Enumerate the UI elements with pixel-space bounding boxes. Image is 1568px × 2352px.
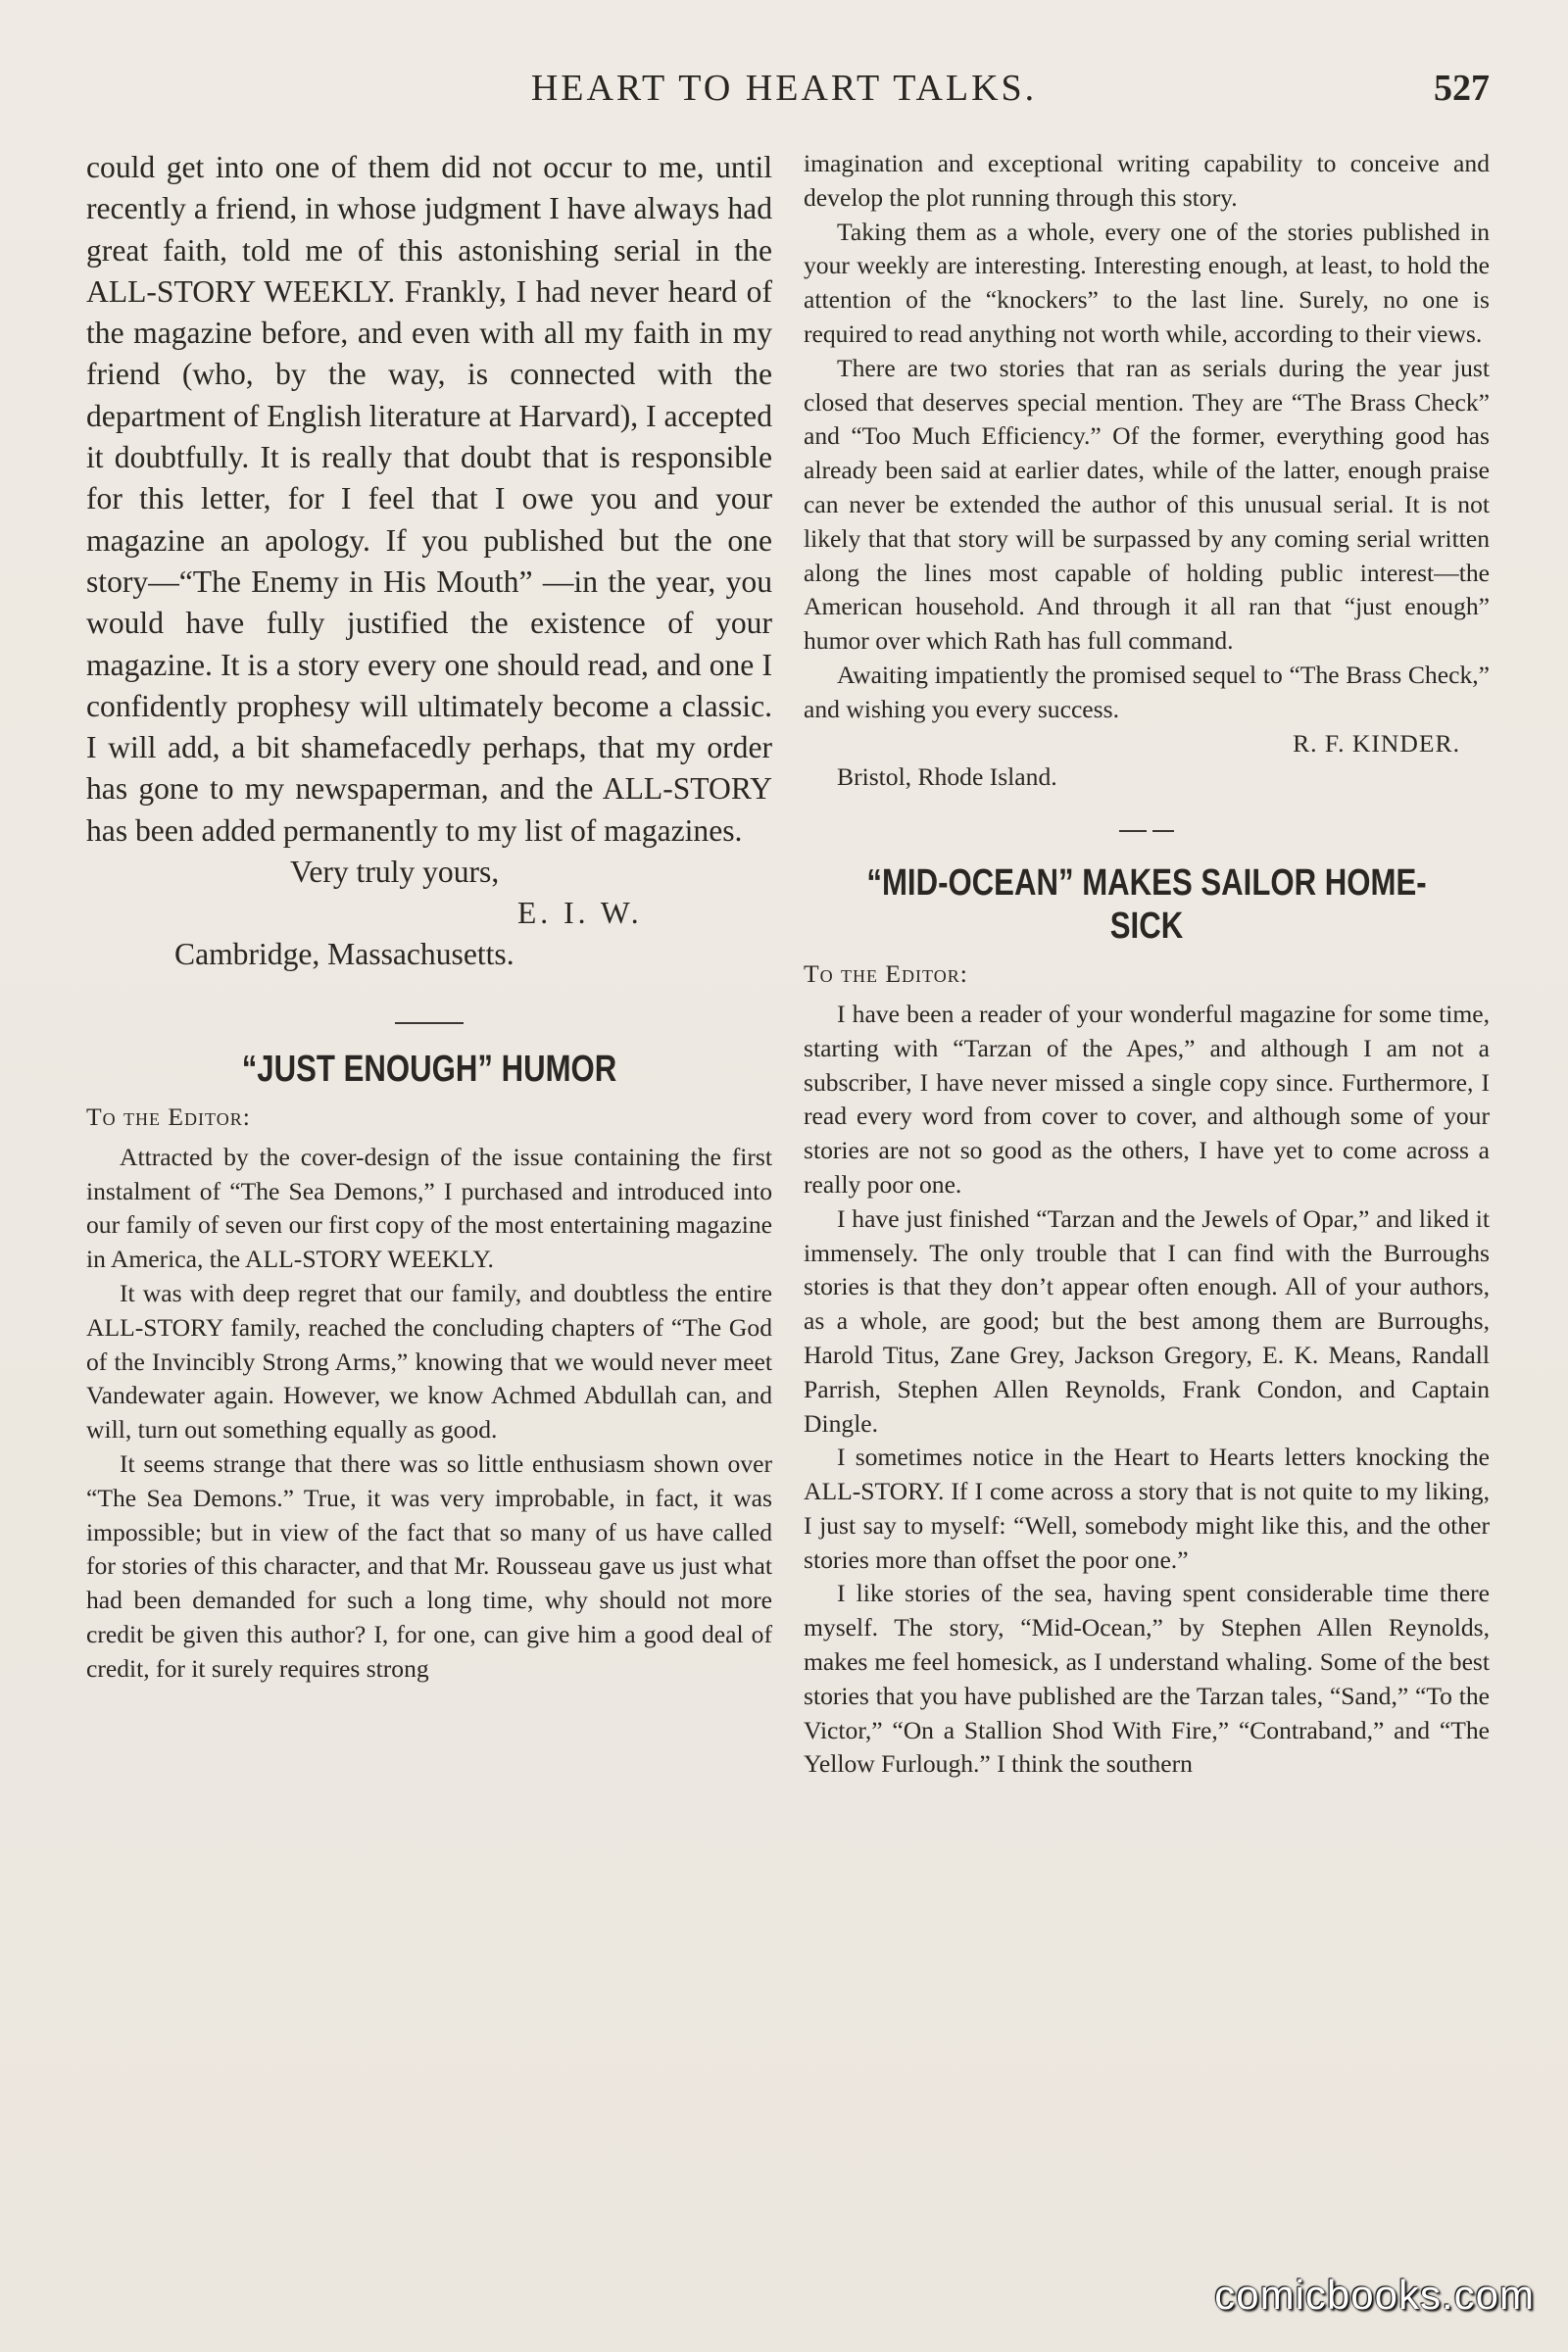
salutation: To the Editor: (804, 959, 968, 989)
paragraph: Taking them as a whole, every one of the stories published in your weekly are interesting. Interesting enough, at least, to hold the attention of the “knockers” to the last line. Surely, no one is required to read anything not worth while, according to their views. (804, 217, 1490, 348)
paragraph: I like stories of the sea, having spent considerable time there myself. The story, “Mid-Ocean,” by Stephen Allen Reynolds, makes me feel homesick, as I understand whaling. Some of the best stories that you have published are the Tarzan tales, “Sand,” “To the Victor,” “On a Stallion Shod With Fire,” “Contraband,” and “The Yellow Furlough.” I think the southern (804, 1579, 1490, 1779)
section-divider (395, 1022, 464, 1024)
letter-place: Bristol, Rhode Island. (837, 762, 1057, 792)
salutation: To the Editor: (86, 1102, 251, 1132)
paragraph: imagination and exceptional writing capability to conceive and develop the plot running through this story. (804, 149, 1490, 212)
letter-closing: Very truly yours, (290, 855, 500, 890)
watermark: comicbooks.com (1214, 2272, 1535, 2318)
page-number: 527 (1434, 68, 1490, 109)
paragraph: It seems strange that there was so little enthusiasm shown over “The Sea Demons.” True, it was very improbable, in fact, it was impossible; but in view of the fact that so many of us have called for stories of this character, and that Mr. Rousseau gave us just what had been demanded for such a long time, why should not more credit be given this author? I, for one, can give him a good deal of credit, for it surely requires strong (86, 1449, 772, 1683)
paragraph: It was with deep regret that our family, and doubtless the entire ALL-STORY family, reached the concluding chapters of “The God of the Invincibly Strong Arms,” knowing that we would never meet Vandewater again. However, we know Achmed Abdullah can, and will, turn out something equally as good. (86, 1279, 772, 1445)
letter-signature: E. I. W. (517, 896, 643, 931)
paragraph: I have been a reader of your wonderful magazine for some time, starting with “Tarzan of the Apes,” and although I am not a subscriber, I have never missed a single copy since. Furthermore, I read every word from cover to cover, and although some of your stories are not so good as the others, I have yet to come across a really poor one. (804, 999, 1490, 1199)
letter-signature: R. F. KINDER. (1293, 728, 1460, 758)
signature-row (804, 727, 1490, 761)
letter-place: Cambridge, Massachusetts. (174, 937, 514, 972)
right-column (804, 147, 1490, 1782)
paragraph: I sometimes notice in the Heart to Hearts letters knocking the ALL-STORY. If I come across a story that is not quite to my liking, I just say to myself: “Well, somebody might like this, and the other stories more than offset the poor one.” (804, 1443, 1490, 1574)
paragraph: Attracted by the cover-design of the issue containing the first instalment of “The Sea Demons,” I purchased and introduced into our family of seven our first copy of the most entertaining magazine in America, the ALL-STORY WEEKLY. (86, 1142, 772, 1274)
letter-body: could get into one of them did not occur to me, until recently a friend, in whose judgment I have always had great faith, told me of this astonishing serial in the ALL-STORY WEEKLY. Frankly, I had never heard of the magazine before, and even with all my faith in my friend (who, by the way, is connected with the department of English literature at Harvard), I accepted it doubtfully. It is really that doubt that is responsible for this letter, for I feel that I owe you and your magazine an apology. If you published but the one story—“The Enemy in His Mouth” —in the year, you would have fully justified the existence of your magazine. It is a story every one should read, and one I confidently prophesy will ultimately become a classic. I will add, a bit shamefacedly perhaps, that my order has gone to my newspaperman, and the ALL-STORY has been added permanently to my list of magazines. (86, 150, 772, 848)
paragraph: Awaiting impatiently the promised sequel to “The Brass Check,” and wishing you every success. (804, 660, 1490, 723)
running-head: HEART TO HEART TALKS. (530, 68, 1038, 109)
paragraph: There are two stories that ran as serials during the year just closed that deserves special mention. They are “The Brass Check” and “Too Much Efficiency.” Of the former, everything good has already been said at earlier dates, while of the latter, enough praise can never be extended the author of this unusual serial. It is not likely that that story will be surpassed by any coming serial written along the lines most capable of holding public interest—the American household. And through it all ran that “just enough” humor over which Rath has full command. (804, 353, 1490, 656)
left-column (86, 147, 772, 1687)
paragraph: I have just finished “Tarzan and the Jewels of Opar,” and liked it immensely. The only trouble that I can find with the Burroughs stories is that they don’t appear often enough. All of your authors, as a whole, are good; but the best among them are Burroughs, Harold Titus, Zane Grey, Jackson Gregory, E. K. Means, Randall Parrish, Stephen Allen Reynolds, Frank Condon, and Captain Dingle. (804, 1203, 1490, 1438)
section-heading: “MID-OCEAN” MAKES SAILOR HOME-SICK (866, 862, 1427, 948)
section-heading: “JUST ENOUGH” HUMOR (241, 1049, 617, 1091)
section-divider (804, 830, 1490, 832)
